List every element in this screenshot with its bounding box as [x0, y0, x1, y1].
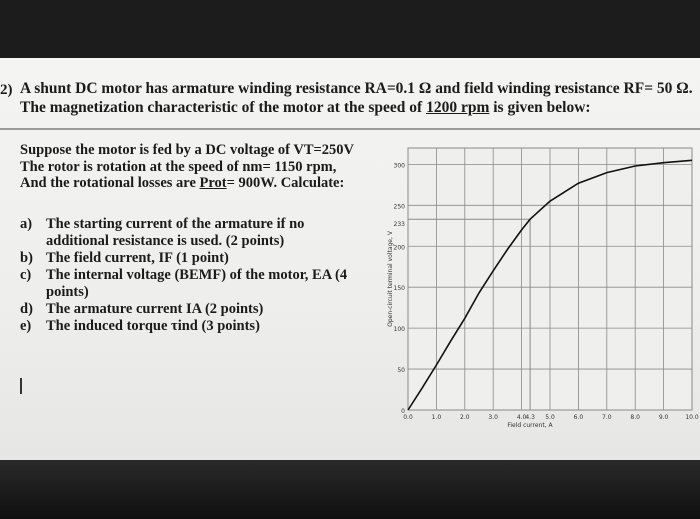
- magnetization-chart: [370, 140, 700, 440]
- desk-background: [0, 460, 700, 519]
- y-tick-label: 300: [393, 162, 405, 170]
- question-line-2-post: is given below:: [489, 99, 591, 116]
- question-parts: [20, 216, 366, 335]
- x-tick-label: 0.0: [403, 414, 413, 421]
- question-line-1: A shunt DC motor has armature winding resistance RA=0.1 Ω and field winding resistance RF= 50 Ω.: [20, 80, 693, 97]
- y-tick-label: 50: [397, 367, 405, 375]
- part-a: a) The starting current of the armature if no additional resistance is used. (2 points): [20, 216, 305, 249]
- question-line-2: [20, 99, 591, 117]
- given-line-1: Suppose the motor is fed by a DC voltage of VT=250V: [20, 142, 354, 158]
- x-tick-label: 10.0: [685, 414, 699, 421]
- y-axis-label: Open-circuit terminal voltage, V: [387, 231, 394, 327]
- x-tick-label: 4.3: [525, 414, 535, 421]
- question-line-2-pre: The magnetization characteristic of the motor at the speed of: [20, 99, 427, 116]
- x-tick-label: 1.0: [431, 414, 442, 421]
- x-tick-label: 3.0: [488, 414, 498, 421]
- y-tick-label: 100: [393, 326, 405, 334]
- question-number: 2): [0, 82, 13, 98]
- rotational-loss-symbol: Prot: [199, 175, 227, 191]
- part-e: e) The induced torque τind (3 points): [20, 318, 260, 334]
- y-tick-label: 0: [401, 408, 405, 415]
- x-axis-label: Field current, A: [507, 422, 553, 429]
- divider-line: [0, 128, 700, 130]
- x-tick-label: 5.0: [545, 414, 555, 421]
- part-d: d) The armature current IA (2 points): [20, 301, 264, 317]
- part-c: c) The internal voltage (BEMF) of the motor, EA (4 points): [20, 267, 348, 300]
- part-b: b) The field current, IF (1 point): [20, 250, 229, 266]
- y-tick-label: 250: [393, 203, 405, 211]
- x-tick-label: 8.0: [630, 414, 640, 421]
- x-tick-label: 4.0: [516, 414, 527, 421]
- given-block: [20, 142, 354, 192]
- y-tick-label: 233: [393, 221, 405, 229]
- x-tick-label: 2.0: [460, 414, 470, 421]
- text-cursor: [20, 378, 22, 394]
- x-tick-label: 9.0: [658, 414, 669, 421]
- given-line-2: The rotor is rotation at the speed of nm= 1150 rpm,: [20, 158, 337, 175]
- x-tick-label: 7.0: [602, 414, 612, 421]
- rated-speed: 1200 rpm: [426, 99, 490, 116]
- given-line-3: And the rotational losses are Prot= 900W. Calculate:: [20, 175, 345, 191]
- x-tick-label: 6.0: [573, 414, 584, 421]
- y-tick-label: 200: [393, 244, 405, 252]
- y-tick-label: 150: [393, 285, 405, 293]
